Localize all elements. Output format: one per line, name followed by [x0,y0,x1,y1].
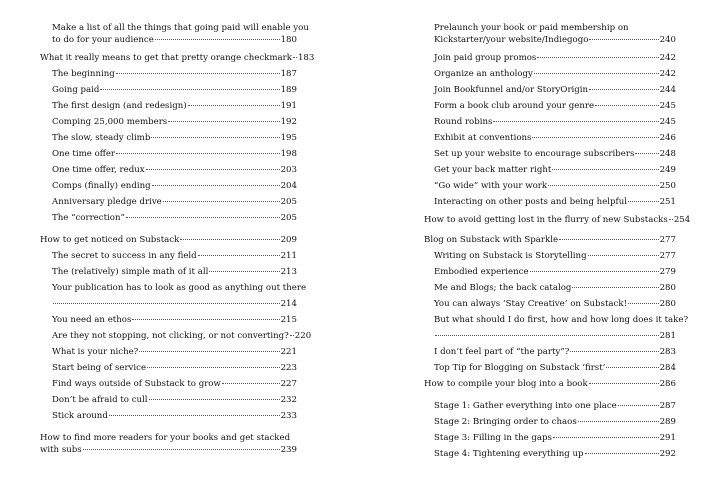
toc-entry-title: Embodied experience [434,267,529,277]
toc-entry-title: Join Bookfunnel and/or StoryOrigin [434,85,589,95]
toc-entry-page-number: 287 [659,401,676,411]
toc-entry-title: Me and Blogs; the back catalog [434,283,572,293]
toc-entry-join-bookfunnel-and-or-storyorigin[interactable] [434,84,676,96]
dot-leader [152,185,280,186]
toc-entry-line [434,34,676,46]
dot-leader [559,239,659,240]
toc-entry-page-number: 223 [280,363,297,373]
dot-leader [493,121,658,122]
toc-entry-what-is-your-niche[interactable] [52,346,297,358]
dot-leader [552,169,658,170]
dot-leader [669,219,673,220]
toc-entry-page-number: 245 [659,117,676,127]
toc-entry-page-number: 195 [280,133,297,143]
toc-entry-page-number: 183 [297,53,315,63]
toc-entry-line [52,148,297,160]
toc-entry-how-to-get-noticed-on-substack[interactable] [40,234,297,246]
toc-entry-you-can-always-stay-creative-on-substack[interactable] [434,298,676,310]
toc-entry-page-number: 204 [280,181,297,191]
toc-entry-title: Kickstarter/your website/Indiegogo [434,35,589,45]
toc-entry-line [434,448,676,460]
dot-leader [572,287,658,288]
toc-entry-set-up-your-website-to-encourage-subscri[interactable] [434,148,676,160]
toc-entry-join-paid-group-promos[interactable] [434,52,676,64]
toc-entry-prelaunch-your-book-or-paid-membership-o[interactable] [434,22,676,46]
toc-entry-line [434,250,676,262]
toc-entry-title: One time offer [52,149,116,159]
dot-leader [147,367,280,368]
dot-leader [628,201,659,202]
toc-entry-page-number: 280 [659,299,676,309]
toc-entry-title: to do for your audience [52,35,154,45]
toc-entry-what-it-really-means-to-get-that-pretty-[interactable] [40,52,315,64]
dot-leader [83,449,280,450]
toc-entry-page-number: 289 [659,417,676,427]
toc-entry-one-time-offer[interactable] [52,148,297,160]
toc-entry-title-line: Make a list of all the things that going paid will enable you [52,23,309,33]
toc-entry-title: Form a book club around your genre [434,101,595,111]
toc-entry-page-number: 191 [280,101,297,111]
toc-entry-i-don-t-feel-part-of-the-party[interactable] [434,346,676,358]
toc-entry-title: Stage 4: Tightening everything up [434,449,584,459]
toc-entry-line [434,100,676,112]
toc-entry-line [52,68,297,80]
toc-entry-the-correction[interactable] [52,212,297,224]
toc-entry-title: with subs [40,445,82,455]
toc-entry-how-to-avoid-getting-lost-in-the-flurry-[interactable] [424,214,691,226]
toc-entry-line [434,148,676,160]
toc-entry-page-number: 277 [659,235,676,245]
dot-leader [290,335,294,336]
toc-entry-going-paid[interactable] [52,84,297,96]
toc-entry-page-number: 286 [659,379,676,389]
toc-entry-title: I don’t feel part of “the party”? [434,347,570,357]
toc-entry-page-number: 227 [280,379,297,389]
toc-entry-page-number: 244 [659,85,676,95]
toc-entry-line [52,394,297,406]
toc-entry-page-number: 233 [280,411,297,421]
toc-entry-line [434,362,676,374]
toc-entry-the-secret-to-success-in-any-field[interactable] [52,250,297,262]
toc-entry-page-number: 187 [280,69,297,79]
dot-leader [589,383,659,384]
toc-entry-are-they-not-stopping-not-clicking-or-no[interactable] [52,330,312,342]
toc-entry-line [434,52,676,64]
dot-leader [100,89,279,90]
toc-entry-page-number: 242 [659,69,676,79]
dot-leader [534,73,659,74]
toc-entry-title: The first design (and redesign) [52,101,187,111]
toc-entry-form-a-book-club-around-your-genre[interactable] [434,100,676,112]
toc-entry-title: The secret to success in any field [52,251,197,261]
dot-leader [606,367,658,368]
dot-leader [168,121,279,122]
dot-leader [109,415,280,416]
dot-leader [139,351,279,352]
toc-entry-line [52,250,297,262]
toc-entry-title: The “correction” [52,213,125,223]
toc-entry-title: “Go wide” with your work [434,181,548,191]
toc-entry-title: You need an ethos [52,315,132,325]
toc-entry-line [40,52,315,64]
toc-entry-line [52,266,297,278]
toc-entry-line [424,214,691,226]
toc-entry-page-number: 220 [294,331,312,341]
toc-entry-the-relatively-simple-math-of-it-all[interactable] [52,266,297,278]
toc-entry-page-number: 213 [280,267,297,277]
toc-entry-page-number: 291 [659,433,676,443]
toc-entry-line [52,346,297,358]
toc-entry-me-and-blogs-the-back-catalog[interactable] [434,282,676,294]
toc-entry-title: Find ways outside of Substack to grow [52,379,221,389]
dot-leader [585,453,659,454]
dot-leader [588,255,659,256]
toc-entry-line [434,164,676,176]
dot-leader [116,153,280,154]
toc-entry-page-number: 214 [280,299,297,309]
toc-entry-page-number: 215 [280,315,297,325]
dot-leader [435,335,659,336]
dot-leader [578,421,659,422]
dot-leader [537,57,658,58]
toc-entry-page-number: 245 [659,101,676,111]
toc-entry-title: You can always ‘Stay Creative’ on Substack! [434,299,628,309]
toc-entry-title: Join paid group promos [434,53,537,63]
toc-entry-page-number: 283 [659,347,676,357]
toc-entry-title-line: Your publication has to look as good as anything out there [52,283,307,293]
toc-entry-line [434,432,676,444]
toc-entry-title-line: How to find more readers for your books and get stacked [40,433,291,443]
toc-entry-line [434,416,676,428]
toc-entry-title-line: But what should I do first, how and how long does it take? [434,315,689,325]
dot-leader [595,105,659,106]
toc-entry-find-ways-outside-of-substack-to-grow[interactable] [52,378,297,390]
toc-entry-line [434,68,676,80]
toc-entry-line [52,314,297,326]
toc-entry-title: Comps (finally) ending [52,181,151,191]
toc-entry-your-publication-has-to-look-as-good-as-[interactable] [52,282,307,310]
toc-entry-title: Get your back matter right [434,165,552,175]
toc-entry-title: Stage 3: Filling in the gaps [434,433,552,443]
toc-entry-line [434,298,676,310]
toc-entry-don-t-be-afraid-to-cull[interactable] [52,394,297,406]
dot-leader [116,73,280,74]
toc-entry-line [52,362,297,374]
toc-entry-page-number: 249 [659,165,676,175]
toc-entry-how-to-find-more-readers-for-your-books-[interactable] [40,432,297,456]
dot-leader [155,39,280,40]
toc-entry-title: How to get noticed on Substack [40,235,180,245]
toc-entry-title: How to avoid getting lost in the flurry of new Substacks [424,215,668,225]
toc-entry-line [434,330,676,342]
toc-entry-line [52,298,297,310]
toc-entry-line [52,196,297,208]
dot-leader [570,351,658,352]
toc-entry-page-number: 180 [280,35,297,45]
toc-entry-the-slow-steady-climb[interactable] [52,132,297,144]
toc-entry-line [52,410,297,422]
toc-entry-line [434,84,676,96]
dot-leader [548,185,659,186]
toc-entry-title: Are they not stopping, not clicking, or not converting? [52,331,289,341]
toc-entry-organize-an-anthology[interactable] [434,68,676,80]
toc-entry-page-number: 205 [280,197,297,207]
toc-entry-title: Comping 25,000 members [52,117,168,127]
toc-entry-title: The slow, steady climb [52,133,151,143]
toc-left-page [0,0,330,498]
toc-entry-page-number: 284 [659,363,676,373]
toc-entry-line [40,444,297,456]
toc-entry-page-number: 198 [280,149,297,159]
toc-entry-how-to-compile-your-blog-into-a-book[interactable] [424,378,676,390]
toc-entry-line [434,400,676,412]
dot-leader [180,239,279,240]
toc-entry-stick-around[interactable] [52,410,297,422]
dot-leader [163,201,280,202]
toc-entry-title: Going paid [52,85,100,95]
dot-leader [532,137,658,138]
toc-entry-page-number: 205 [280,213,297,223]
toc-entry-title: Don’t be afraid to cull [52,395,148,405]
toc-entry-title: Stage 2: Bringing order to chaos [434,417,577,427]
toc-entry-line [52,132,297,144]
toc-entry-title: Round robins [434,117,493,127]
toc-entry-title: What is your niche? [52,347,139,357]
toc-entry-title: Interacting on other posts and being helpful [434,197,628,207]
toc-entry-line [424,234,676,246]
toc-entry-stage-2-bringing-order-to-chaos[interactable] [434,416,676,428]
toc-entry-title: Blog on Substack with Sparkle [424,235,559,245]
toc-entry-title: Stage 1: Gather everything into one place [434,401,617,411]
dot-leader [589,39,658,40]
toc-entry-line [52,330,312,342]
toc-entry-line [52,84,297,96]
toc-entry-but-what-should-i-do-first-how-and-how-l[interactable] [434,314,689,342]
toc-entry-page-number: 250 [659,181,676,191]
dot-leader [151,137,279,138]
toc-entry-title: Stick around [52,411,108,421]
toc-entry-page-number: 209 [280,235,297,245]
toc-entry-line [52,100,297,112]
dot-leader [553,437,659,438]
dot-leader [293,57,297,58]
toc-entry-page-number: 203 [280,165,297,175]
toc-right-page [390,0,720,498]
toc-entry-line [52,378,297,390]
toc-entry-title: How to compile your blog into a book [424,379,588,389]
toc-entry-page-number: 242 [659,53,676,63]
toc-entry-page-number: 246 [659,133,676,143]
dot-leader [146,169,280,170]
toc-entry-page-number: 279 [659,267,676,277]
toc-entry-title-line: Prelaunch your book or paid membership on [434,23,629,33]
toc-entry-stage-1-gather-everything-into-one-place[interactable] [434,400,676,412]
toc-entry-one-time-offer-redux[interactable] [52,164,297,176]
toc-entry-title: Top Tip for Blogging on Substack ‘first’ [434,363,606,373]
toc-entry-page-number: 248 [659,149,676,159]
toc-entry-line [424,378,676,390]
toc-entry-line [434,180,676,192]
dot-leader [198,255,280,256]
toc-entry-you-need-an-ethos[interactable] [52,314,297,326]
dot-leader [149,399,280,400]
toc-entry-line [434,116,676,128]
toc-entry-start-being-of-service[interactable] [52,362,297,374]
toc-entry-top-tip-for-blogging-on-substack-first[interactable] [434,362,676,374]
dot-leader [618,405,659,406]
dot-leader [530,271,659,272]
toc-entry-go-wide-with-your-work[interactable] [434,180,676,192]
toc-entry-comping-25-000-members[interactable] [52,116,297,128]
toc-entry-line [52,164,297,176]
toc-entry-title: Exhibit at conventions [434,133,532,143]
toc-entry-page-number: 254 [673,215,691,225]
dot-leader [188,105,280,106]
toc-entry-line [52,34,297,46]
toc-entry-page-number: 281 [659,331,676,341]
toc-entry-title: One time offer, redux [52,165,145,175]
dot-leader [126,217,280,218]
dot-leader [222,383,280,384]
toc-entry-page-number: 192 [280,117,297,127]
dot-leader [628,303,659,304]
dot-leader [635,153,658,154]
toc-entry-page-number: 239 [280,445,297,455]
toc-entry-anniversary-pledge-drive[interactable] [52,196,297,208]
toc-entry-the-beginning[interactable] [52,68,297,80]
toc-entry-page-number: 221 [280,347,297,357]
toc-entry-line [52,116,297,128]
toc-entry-line [40,234,297,246]
toc-entry-line [52,212,297,224]
toc-entry-line [434,346,676,358]
toc-entry-title: Organize an anthology [434,69,533,79]
toc-entry-page-number: 292 [659,449,676,459]
toc-entry-line [434,196,676,208]
toc-entry-title: What it really means to get that pretty orange checkmark [40,53,292,63]
toc-entry-page-number: 280 [659,283,676,293]
toc-entry-title: Writing on Substack is Storytelling [434,251,587,261]
toc-entry-line [434,132,676,144]
dot-leader [209,271,279,272]
toc-entry-line [434,266,676,278]
toc-entry-page-number: 277 [659,251,676,261]
toc-entry-get-your-back-matter-right[interactable] [434,164,676,176]
toc-entry-the-first-design-and-redesign[interactable] [52,100,297,112]
toc-entry-stage-3-filling-in-the-gaps[interactable] [434,432,676,444]
toc-entry-make-a-list-of-all-the-things-that-going[interactable] [52,22,309,46]
toc-entry-embodied-experience[interactable] [434,266,676,278]
toc-entry-page-number: 251 [659,197,676,207]
toc-entry-title: The beginning [52,69,115,79]
toc-entry-writing-on-substack-is-storytelling[interactable] [434,250,676,262]
toc-entry-exhibit-at-conventions[interactable] [434,132,676,144]
toc-entry-interacting-on-other-posts-and-being-hel[interactable] [434,196,676,208]
toc-entry-stage-4-tightening-everything-up[interactable] [434,448,676,460]
toc-entry-title: Anniversary pledge drive [52,197,162,207]
toc-entry-title: Set up your website to encourage subscribers [434,149,635,159]
dot-leader [132,319,279,320]
dot-leader [53,303,280,304]
toc-entry-blog-on-substack-with-sparkle[interactable] [424,234,676,246]
toc-entry-page-number: 211 [280,251,297,261]
toc-entry-line [434,282,676,294]
toc-entry-page-number: 189 [280,85,297,95]
toc-entry-line [52,180,297,192]
toc-entry-title: Start being of service [52,363,147,373]
toc-entry-page-number: 240 [659,35,676,45]
toc-entry-round-robins[interactable] [434,116,676,128]
toc-entry-page-number: 232 [280,395,297,405]
dot-leader [589,89,659,90]
toc-entry-comps-finally-ending[interactable] [52,180,297,192]
toc-entry-title: The (relatively) simple math of it all [52,267,209,277]
